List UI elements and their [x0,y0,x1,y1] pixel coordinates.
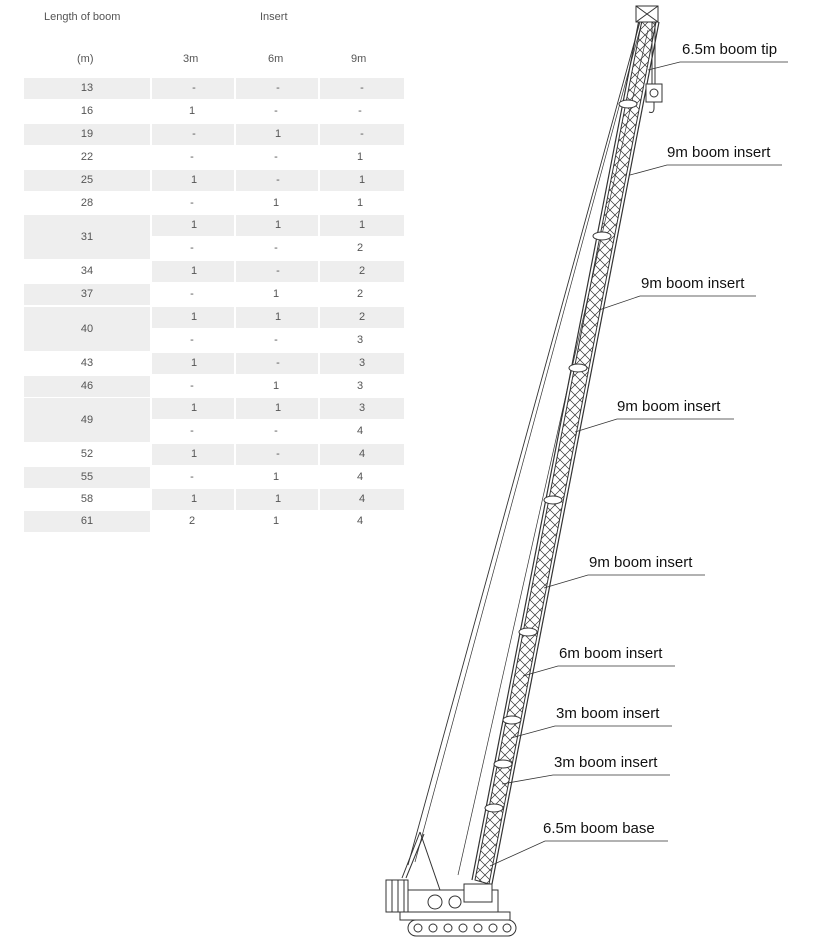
insert-9m-cell: 1 [356,151,364,163]
callout-9m-insert-4: 9m boom insert [589,554,693,571]
insert-3m-cell: 1 [188,105,196,117]
insert-6m-cell: - [274,425,278,437]
insert-3m-cell: - [190,197,194,209]
insert-9m-cell: 1 [318,215,404,236]
length-cell: 52 [80,448,94,460]
insert-9m-cell: 4 [356,471,364,483]
insert-6m-cell: 1 [234,307,320,328]
insert-3m-cell: 1 [150,307,236,328]
length-cell: 40 [24,307,150,351]
insert-9m-cell: 4 [356,515,364,527]
insert-6m-cell: - [274,105,278,117]
insert-3m-cell: 1 [150,489,236,510]
insert-9m-cell: 3 [318,398,404,419]
insert-3m-cell: - [190,288,194,300]
insert-6m-cell: 1 [234,398,320,419]
length-cell: 46 [24,376,150,397]
insert-9m-cell: 2 [356,288,364,300]
callout-6m-insert: 6m boom insert [559,645,663,662]
boom-chord [472,20,639,880]
insert-6m-cell: - [274,334,278,346]
insert-9m-cell: 4 [356,425,364,437]
length-cell: 55 [24,467,150,488]
insert-3m-cell: - [190,242,194,254]
length-cell: 43 [80,357,94,369]
insert-6m-cell: - [234,78,320,99]
callout-9m-insert-2: 9m boom insert [641,275,745,292]
insert-9m-cell: 2 [318,307,404,328]
insert-6m-cell: - [234,353,320,374]
length-cell: 19 [24,124,150,145]
insert-9m-cell: 3 [356,334,364,346]
header-col-9m: 9m [351,53,367,65]
insert-6m-cell: 1 [234,124,320,145]
insert-6m-cell: - [234,170,320,191]
insert-9m-cell: - [358,105,362,117]
insert-9m-cell: 4 [318,489,404,510]
callout-boom-base: 6.5m boom base [543,820,655,837]
insert-3m-cell: - [190,471,194,483]
insert-6m-cell: 1 [234,215,320,236]
insert-6m-cell: 1 [272,380,280,392]
insert-3m-cell: 1 [150,261,236,282]
length-cell: 37 [24,284,150,305]
insert-3m-cell: - [150,78,236,99]
insert-9m-cell: 3 [318,353,404,374]
insert-3m-cell: 1 [150,170,236,191]
callout-9m-insert-3: 9m boom insert [617,398,721,415]
length-cell: 22 [80,151,94,163]
header-col-6m: 6m [268,53,284,65]
insert-6m-cell: 1 [272,197,280,209]
length-cell: 28 [80,197,94,209]
insert-6m-cell: 1 [272,288,280,300]
length-cell: 13 [24,78,150,99]
pendant-line [408,18,641,865]
insert-9m-cell: - [318,124,404,145]
insert-9m-cell: 2 [318,261,404,282]
insert-6m-cell: - [234,444,320,465]
insert-9m-cell: 2 [356,242,364,254]
insert-9m-cell: 3 [356,380,364,392]
header-length-of-boom: Length of boom [44,11,121,23]
insert-3m-cell: 1 [150,444,236,465]
length-cell: 34 [80,265,94,277]
callout-3m-insert-2: 3m boom insert [554,754,658,771]
insert-9m-cell: 1 [356,197,364,209]
insert-6m-cell: 1 [272,515,280,527]
insert-3m-cell: - [190,425,194,437]
callout-leaders [490,62,788,866]
header-unit: (m) [77,53,94,65]
insert-9m-cell: 1 [318,170,404,191]
insert-3m-cell: - [190,334,194,346]
insert-3m-cell: - [190,151,194,163]
insert-9m-cell: 4 [318,444,404,465]
callout-boom-tip: 6.5m boom tip [682,41,778,58]
callout-9m-insert-1: 9m boom insert [667,144,771,161]
insert-6m-cell: - [274,151,278,163]
header-insert: Insert [260,11,288,23]
callout-3m-insert-1: 3m boom insert [556,705,660,722]
insert-3m-cell: 1 [150,353,236,374]
insert-3m-cell: - [190,380,194,392]
insert-3m-cell: 1 [150,398,236,419]
length-cell: 49 [24,398,150,442]
pendant-line [415,18,643,862]
insert-6m-cell: 1 [234,489,320,510]
insert-3m-cell: - [150,124,236,145]
insert-3m-cell: 1 [150,215,236,236]
length-cell: 58 [80,493,94,505]
insert-9m-cell: - [318,78,404,99]
length-cell: 61 [24,511,150,532]
length-cell: 31 [24,215,150,259]
header-col-3m: 3m [183,53,199,65]
insert-6m-cell: - [274,242,278,254]
insert-6m-cell: 1 [272,471,280,483]
insert-6m-cell: - [234,261,320,282]
insert-3m-cell: 2 [188,515,196,527]
length-cell: 16 [80,105,94,117]
length-cell: 25 [24,170,150,191]
